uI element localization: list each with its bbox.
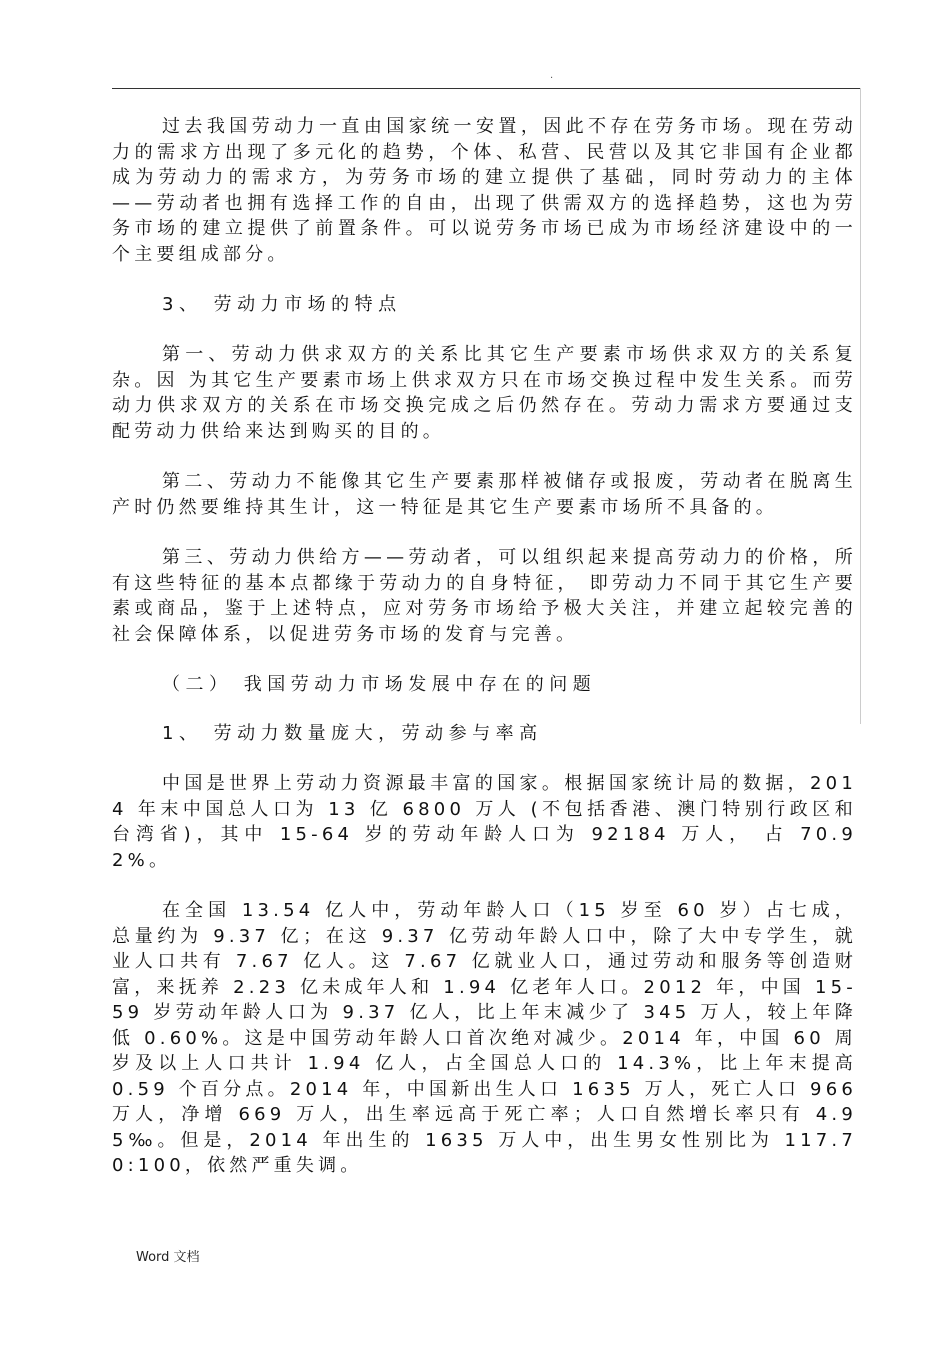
paragraph-labor-market-origin: 过去我国劳动力一直由国家统一安置，因此不存在劳务市场。现在劳动力的需求方出现了多元化的趋势，个体、私营、民营以及其它非国有企业都成为劳动力的需求方，为劳务市场的建立提供了基础，同时劳动力的主体——劳动者也拥有选择工作的自由，出现了供需双方的选择趋势，这也为劳务市场的建立提供了前置条件。可以说劳务市场已成为市场经济建设中的一个主要组成部分。 [112,116,857,265]
section-heading-market-features: 3、 劳动力市场的特点 [162,294,402,315]
document-body [112,114,857,1179]
header-mark: . [550,70,554,81]
paragraph-labor-resources: 中国是世界上劳动力资源最丰富的国家。根据国家统计局的数据，2014 年末中国总人口为 13 亿 6800 万人 (不包括香港、澳门特别行政区和台湾省)，其中 15-64 岁的劳动年龄人口为 92184 万人， 占 70.92%。 [112,773,857,871]
margin-line [860,88,861,724]
paragraph-feature-first: 第一、劳动力供求双方的关系比其它生产要素市场供求双方的关系复杂。因 为其它生产要素市场上供求双方只在市场交换过程中发生关系。而劳动力供求双方的关系在市场交换完成之后仍然存在。劳动力需求方要通过支配劳动力供给来达到购买的目的。 [112,344,857,442]
paragraph-population-statistics: 在全国 13.54 亿人中，劳动年龄人口（15 岁至 60 岁）占七成，总量约为 9.37 亿；在这 9.37 亿劳动年龄人口中，除了大中专学生，就业人口共有 7.67 亿人。这 7.67 亿就业人口，通过劳动和服务等创造财富，来抚养 2.23 亿未成年人和 1.94 亿老年人口。2012 年，中国 15-59 岁劳动年龄人口为 9.37 亿人，比上年末减少了 345 万人，较上年降低 0.60%。这是中国劳动年龄人口首次绝对减少。2014 年，中国 60 周岁及以上人口共计 1.94 亿人，占全国总人口的 14.3%，比上年末提高 0.59 个百分点。2014 年，中国新出生人口 1635 万人，死亡人口 966 万人，净增 669 万人，出生率远高于死亡率；人口自然增长率只有 4.95‰。但是，2014 年出生的 1635 万人中，出生男女性别比为 117.70:100，依然严重失调。 [112,900,857,1176]
section-heading-problems: （二） 我国劳动力市场发展中存在的问题 [162,674,597,695]
subsection-heading-labor-quantity: 1、 劳动力数量庞大，劳动参与率高 [162,723,543,744]
paragraph-feature-third: 第三、劳动力供给方——劳动者，可以组织起来提高劳动力的价格，所有这些特征的基本点都缘于劳动力的自身特征， 即劳动力不同于其它生产要素或商品，鉴于上述特点，应对劳务市场给予极大关注，并建立起较完善的社会保障体系，以促进劳务市场的发育与完善。 [112,547,857,645]
header-rule [112,88,860,89]
paragraph-feature-second: 第二、劳动力不能像其它生产要素那样被储存或报废，劳动者在脱离生产时仍然要维持其生计，这一特征是其它生产要素市场所不具备的。 [112,471,857,518]
footer-label: Word 文档 [136,1250,200,1265]
